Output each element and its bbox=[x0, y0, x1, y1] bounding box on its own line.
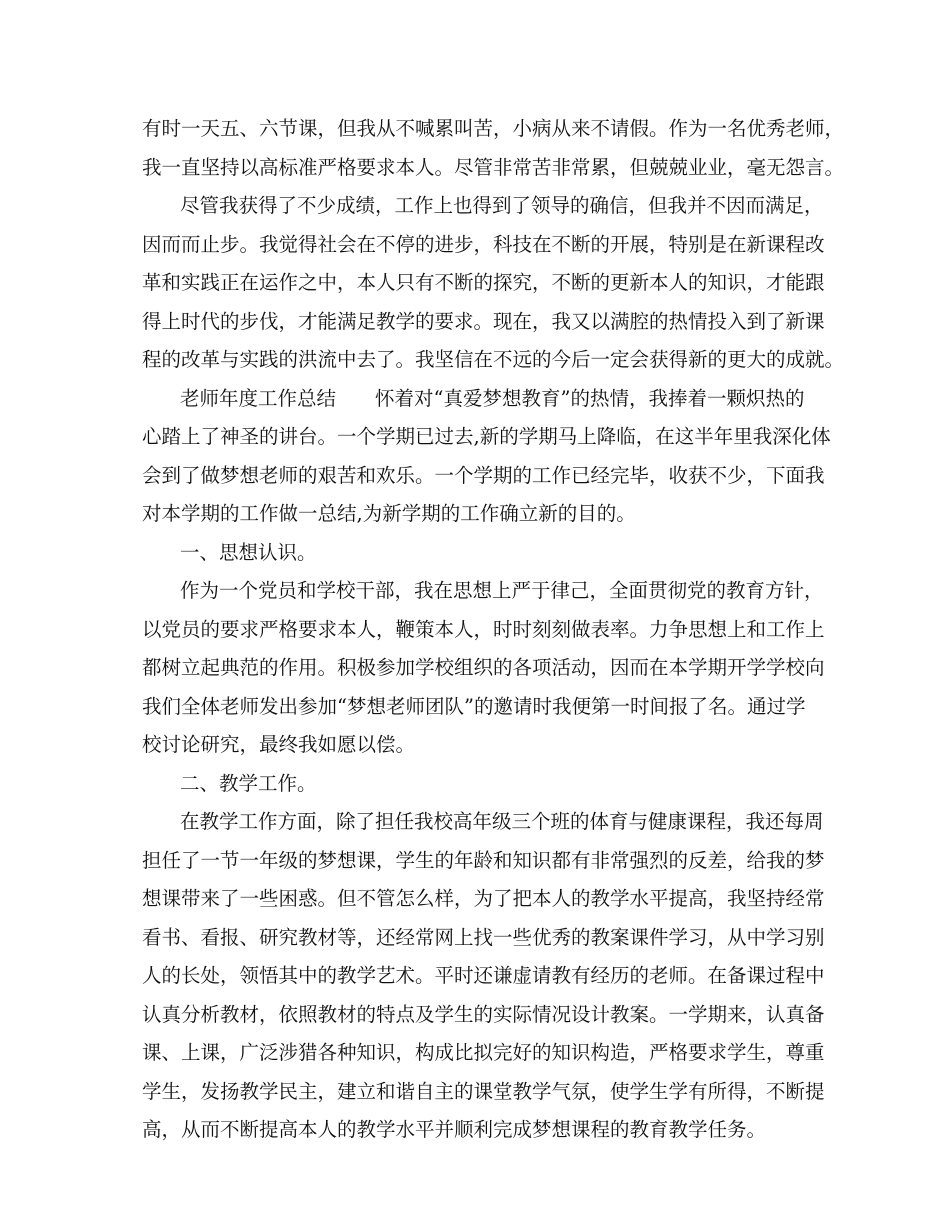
paragraph-start-line: 在教学工作方面，除了担任我校高年级三个班的体育与健康课程，我还每周 bbox=[180, 810, 824, 833]
text-line: 程的改革与实践的洪流中去了。我坚信在不远的今后一定会获得新的更大的成就。 bbox=[142, 348, 845, 371]
text-line: 高，从而不断提高本人的教学水平并顺利完成梦想课程的教育教学任务。 bbox=[142, 1118, 767, 1141]
paragraph-start-line: 老师年度工作总结 怀着对“真爱梦想教育”的热情，我捧着一颗炽热的 bbox=[180, 386, 805, 410]
text-line: 都树立起典范的作用。积极参加学校组织的各项活动，因而在本学期开学学校向 bbox=[142, 656, 825, 679]
text-line: 因而而止步。我觉得社会在不停的进步，科技在不断的开展，特别是在新课程改 bbox=[142, 232, 825, 256]
text-line: 我一直坚持以高标准严格要求本人。尽管非常苦非常累，但兢兢业业，毫无怨言。 bbox=[142, 155, 845, 179]
text-line: 认真分析教材，依照教材的特点及学生的实际情况设计教案。一学期来，认真备 bbox=[142, 1002, 825, 1026]
text-line: 对本学期的工作做一总结,为新学期的工作确立新的目的。 bbox=[142, 502, 636, 525]
paragraph-start-line: 尽管我获得了不少成绩，工作上也得到了领导的确信，但我并不因而满足， bbox=[180, 194, 824, 217]
section-heading: 一、思想认识。 bbox=[180, 540, 317, 564]
text-line: 心踏上了神圣的讲台。一个学期已过去,新的学期马上降临，在这半年里我深化体 bbox=[142, 425, 831, 448]
text-line: 有时一天五、六节课，但我从不喊累叫苦，小病从来不请假。作为一名优秀老师， bbox=[142, 117, 845, 140]
text-line: 得上时代的步伐，才能满足教学的要求。现在，我又以满腔的热情投入到了新课 bbox=[142, 309, 825, 333]
document-body bbox=[142, 110, 845, 1150]
section-heading: 二、教学工作。 bbox=[180, 771, 317, 795]
text-line: 会到了做梦想老师的艰苦和欢乐。一个学期的工作已经完毕，收获不少，下面我 bbox=[142, 463, 825, 487]
text-line: 学生，发扬教学民主，建立和谐自主的课堂教学气氛，使学生学有所得，不断提 bbox=[142, 1079, 825, 1103]
text-line: 担任了一节一年级的梦想课，学生的年龄和知识都有非常强烈的反差，给我的梦 bbox=[142, 848, 825, 872]
text-line: 以党员的要求严格要求本人，鞭策本人，时时刻刻做表率。力争思想上和工作上 bbox=[142, 617, 825, 641]
paragraph-start-line: 作为一个党员和学校干部，我在思想上严于律己，全面贯彻党的教育方针， bbox=[180, 579, 824, 602]
text-line: 看书、看报、研究教材等，还经常网上找一些优秀的教案课件学习，从中学习别 bbox=[142, 925, 825, 949]
text-line: 人的长处，领悟其中的教学艺术。平时还谦虚请教有经历的老师。在备课过程中 bbox=[142, 964, 825, 987]
text-line: 想课带来了一些困惑。但不管怎么样，为了把本人的教学水平提高，我坚持经常 bbox=[142, 887, 825, 910]
text-line: 课、上课，广泛涉猎各种知识，构成比拟完好的知识构造，严格要求学生，尊重 bbox=[142, 1041, 825, 1064]
text-line: 我们全体老师发出参加“梦想老师团队”的邀请时我便第一时间报了名。通过学 bbox=[142, 694, 806, 718]
text-line: 校讨论研究，最终我如愿以偿。 bbox=[142, 733, 416, 756]
text-line: 革和实践正在运作之中，本人只有不断的探究，不断的更新本人的知识，才能跟 bbox=[142, 271, 825, 294]
